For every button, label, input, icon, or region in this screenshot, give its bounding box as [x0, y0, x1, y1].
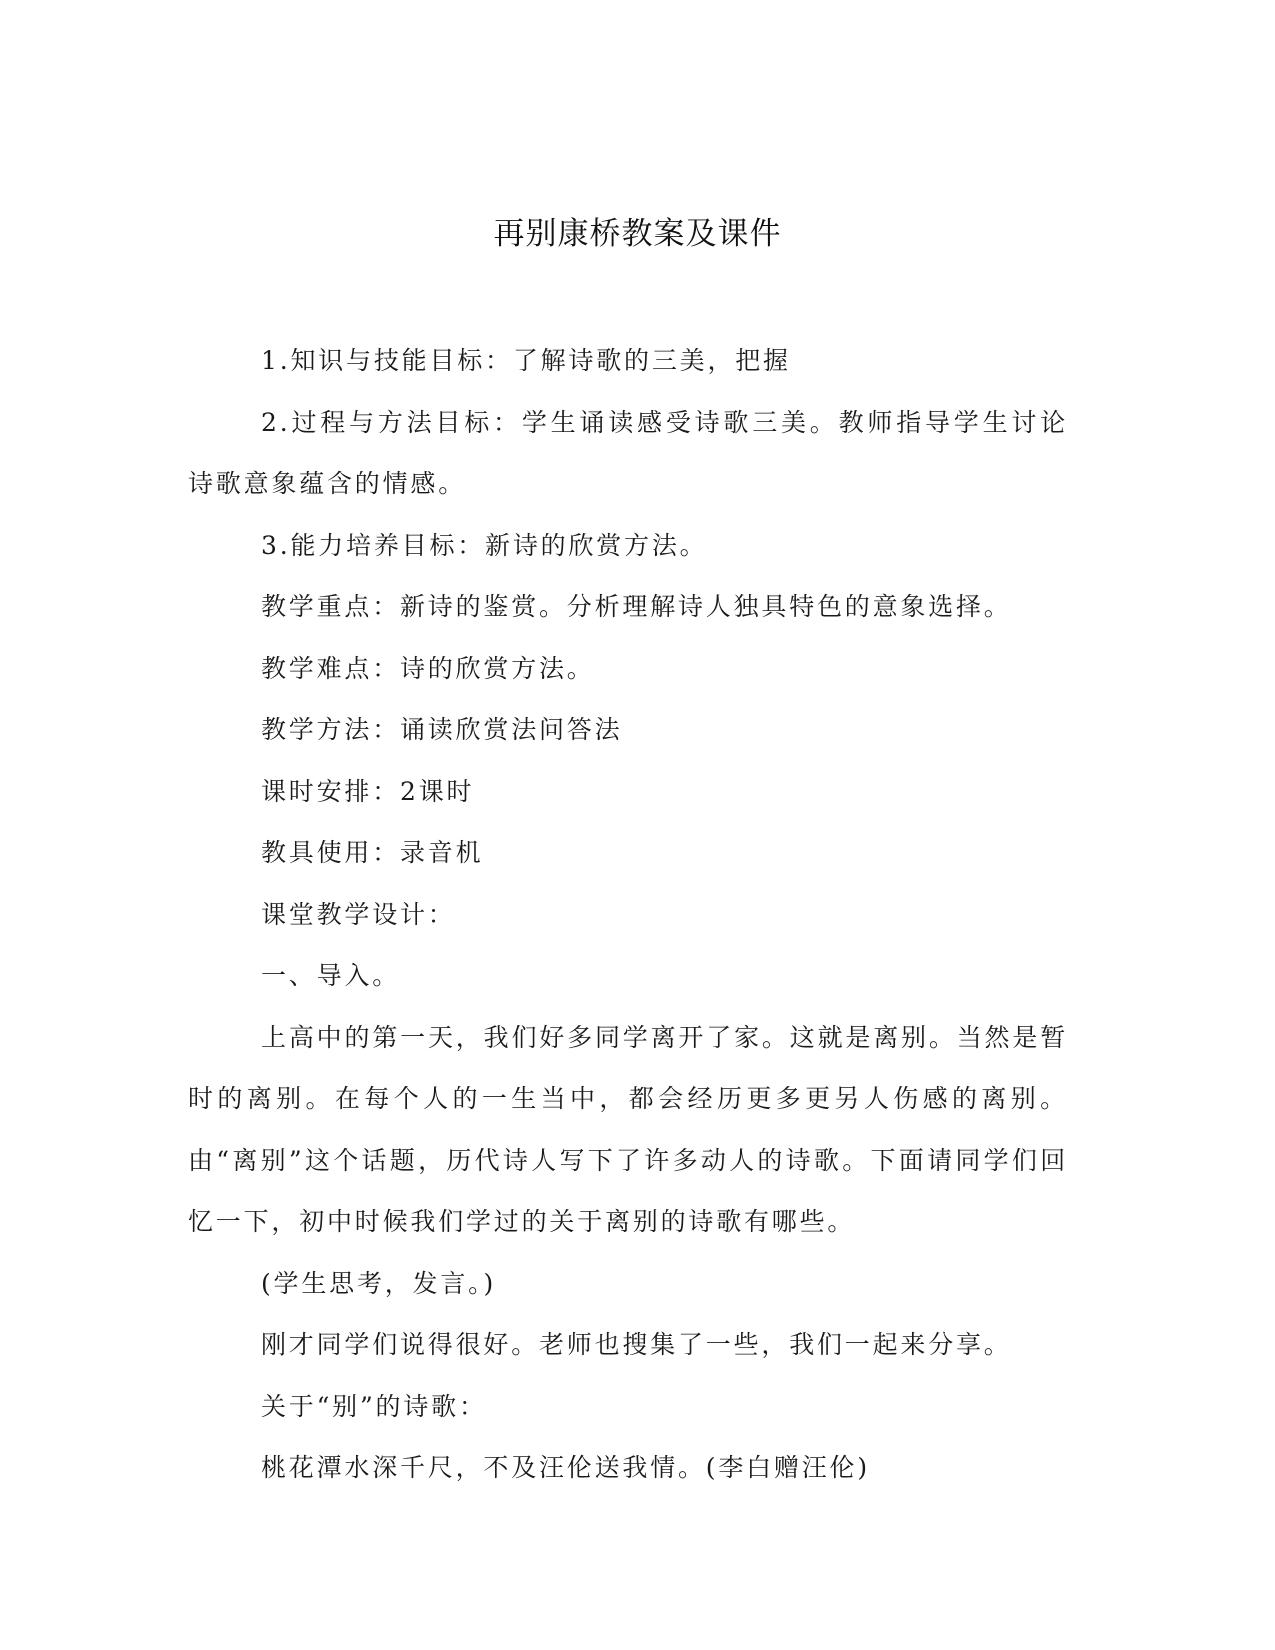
teaching-tools: 教具使用：录音机	[261, 838, 484, 867]
introduction-paragraph: 上高中的第一天，我们好多同学离开了家。这就是离别。当然是暂时的离别。在每个人的一生当中，都会经历更多更另人伤感的离别。由“离别”这个话题，历代诗人写下了许多动人的诗歌。下面请同学们回忆一下，初中时候我们学过的关于离别的诗歌有哪些。	[188, 1022, 1068, 1236]
student-activity-note: (学生思考，发言。)	[261, 1268, 497, 1298]
document-body	[188, 330, 1068, 1499]
objective-knowledge: 1.知识与技能目标：了解诗歌的三美，把握	[261, 346, 791, 375]
lesson-design-heading: 课堂教学设计：	[261, 899, 456, 929]
teaching-focus: 教学重点：新诗的鉴赏。分析理解诗人独具特色的意象选择。	[261, 592, 1012, 621]
objective-ability: 3.能力培养目标：新诗的欣赏方法。	[261, 530, 708, 560]
poem-quote: 桃花潭水深千尺，不及汪伦送我情。(李白赠汪伦)	[261, 1453, 870, 1482]
teaching-method: 教学方法：诵读欣赏法问答法	[261, 715, 623, 744]
class-hours: 课时安排：2课时	[261, 776, 475, 806]
teacher-remark: 刚才同学们说得很好。老师也搜集了一些，我们一起来分享。	[261, 1330, 1012, 1359]
farewell-poems-heading: 关于“别”的诗歌：	[261, 1391, 487, 1421]
section-introduction-heading: 一、导入。	[261, 961, 401, 990]
teaching-difficulty: 教学难点：诗的欣赏方法。	[261, 653, 595, 683]
objective-process: 2.过程与方法目标：学生诵读感受诗歌三美。教师指导学生讨论诗歌意象蕴含的情感。	[188, 407, 1068, 498]
document-title: 再别康桥教案及课件	[493, 216, 782, 252]
